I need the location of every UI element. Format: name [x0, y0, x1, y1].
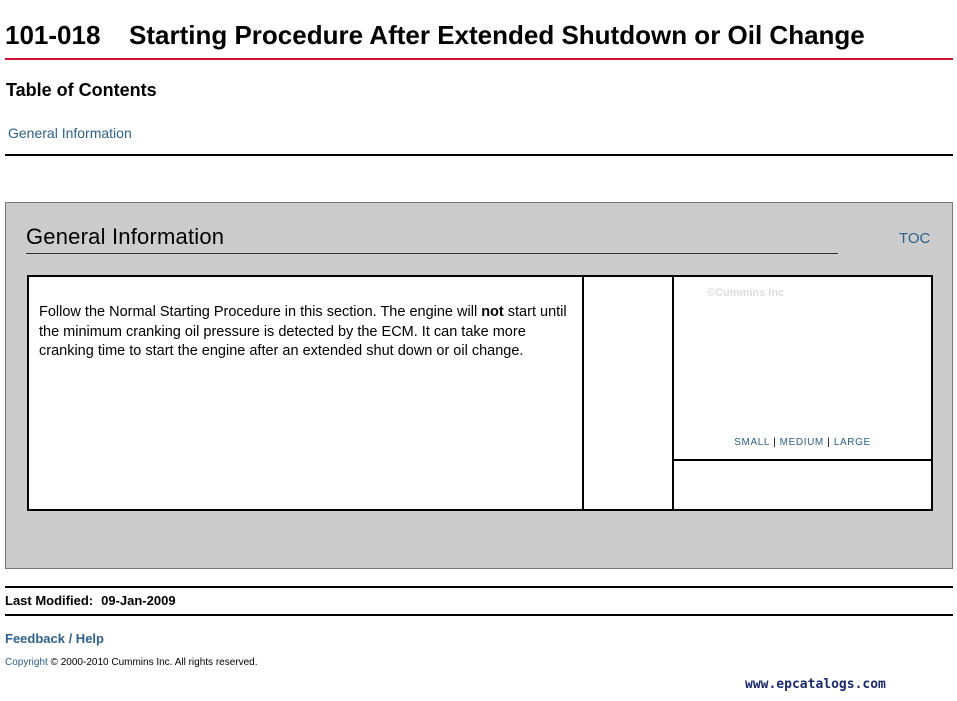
- feedback-help-link[interactable]: Feedback / Help: [5, 631, 104, 646]
- text-part: start until the minimum cranking oil pressure is detected by the ECM. It can take more cranking time to start the engine after an extended shut down or oil change.: [39, 304, 567, 359]
- text-part: Follow the Normal Starting Procedure in this section. The engine will: [39, 304, 482, 320]
- general-information-section: [5, 202, 953, 569]
- site-watermark: www.epcatalogs.com: [745, 677, 886, 692]
- last-modified-date: 09-Jan-2009: [101, 593, 176, 608]
- last-modified: [5, 593, 176, 608]
- procedure-code: 101-018: [5, 20, 101, 50]
- image-watermark: ©Cummins Inc: [707, 287, 785, 299]
- procedure-text: [29, 277, 584, 509]
- caption-cell: [674, 463, 931, 509]
- toc-back-link[interactable]: TOC: [899, 230, 931, 247]
- spacer-cell: [584, 277, 674, 509]
- section-title-text: General Information: [26, 224, 225, 249]
- divider: [5, 614, 953, 616]
- image-size-links: [674, 437, 931, 448]
- divider: [5, 154, 953, 156]
- copyright-notice: [5, 657, 258, 668]
- toc-link-general-information[interactable]: General Information: [8, 125, 132, 141]
- illustration-cell: [674, 277, 931, 461]
- page-header: [5, 18, 953, 60]
- size-medium-link[interactable]: MEDIUM: [779, 437, 824, 448]
- copyright-text: © 2000-2010 Cummins Inc. All rights reserved.: [50, 657, 258, 668]
- divider: [5, 586, 953, 588]
- size-small-link[interactable]: SMALL: [734, 437, 770, 448]
- section-title: [26, 224, 838, 254]
- size-large-link[interactable]: LARGE: [833, 437, 871, 448]
- content-table: [27, 275, 933, 511]
- page-title: Starting Procedure After Extended Shutdown or Oil Change: [129, 20, 865, 50]
- size-separator: |: [773, 437, 777, 448]
- last-modified-label: Last Modified:: [5, 593, 94, 608]
- size-separator: |: [827, 437, 831, 448]
- toc-heading: Table of Contents: [6, 80, 157, 100]
- emphasis-text: not: [481, 304, 504, 320]
- copyright-link[interactable]: Copyright: [5, 657, 48, 668]
